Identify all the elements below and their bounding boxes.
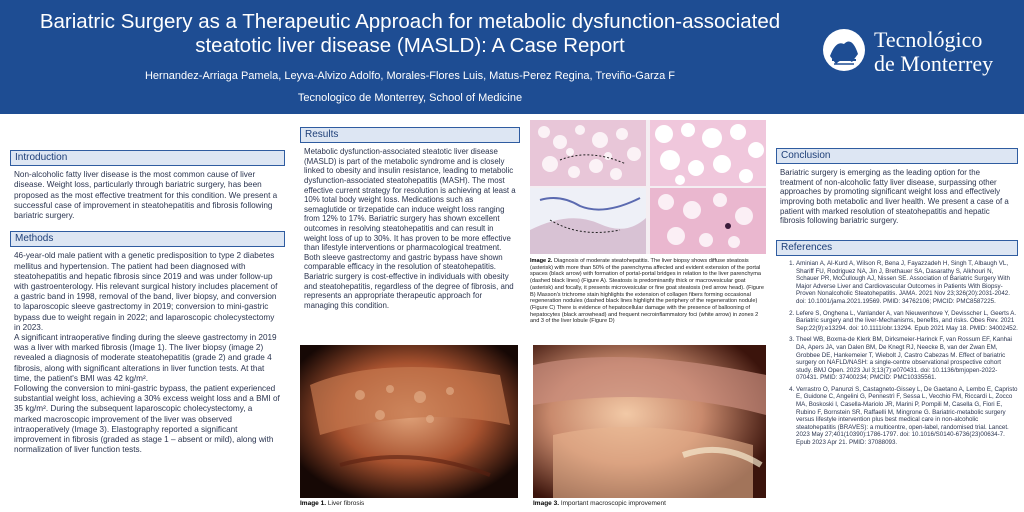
- laparoscopic-photo-1: [300, 345, 518, 498]
- image-3-caption-text: Important macroscopic improvement: [560, 500, 666, 507]
- methods-paragraph-3: Following the conversion to mini-gastric bypass, the patient experienced substantial weight loss, achieving a 30% excess weight loss and a BMI of 35 kg/m². During the subsequent laparoscopic cholecystectomy, a marked macroscopic improvement of the liver was observed intraoperatively (Image 3). Elastography reported a significant improvement in fibrosis (graded as stage 1 – absent or mild), along with normalization of liver function tests.: [14, 384, 280, 455]
- reference-item: 1. Aminian A, Al-Kurd A, Wilson R, Bena J, Fayazzadeh H, Singh T, Albaugh VL, Shariff FU, Rodriguez NA, Jin J, Brethauer SA, Dasarathy S, Alkhouri N, Schauer PR, McCullough AJ, Nissen SE. Association of Bariatric Surgery With Major Adverse Liver and Cardiovascular Outcomes in Patients With Biopsy-Proven Nonalcoholic Steatohepatitis. JAMA. 2021 Nov 23;326(20):2031-2042. doi: 10.1001/jama.2021.19569. PMID: 34762106; PMCID: PMC8587225.: [796, 260, 1018, 306]
- introduction-heading: Introduction: [10, 150, 285, 166]
- methods-body: [10, 247, 285, 459]
- authors-line: Hernandez-Arriaga Pamela, Leyva-Alvizo Adolfo, Morales-Flores Luis, Matus-Perez Regina, Treviño-Garza F: [144, 70, 676, 82]
- methods-paragraph-2: A significant intraoperative finding during the sleeve gastrectomy in 2019 was a liver with marked fibrosis (Image 1). The liver biopsy (image 2) revealed a diagnosis of moderate steatohepatitis (grade 2) and grade 4 fibrosis, along with significant alterations in liver function tests. At that time, the patient's BMI was 42 kg/m².: [14, 333, 277, 383]
- results-body: Metabolic dysfunction-associated steatotic liver disease (MASLD) is part of the metabolic syndrome and is closely linked to obesity and insulin resistance, leading to metabolic dysfunction-associated steatohepatitis (MASH). The most effective current strategy for resolution is achieving at least a 10% total body weight loss. Medications such as semaglutide or tirzepatide can induce weight loss ranging from 12% to 17%. Bariatric surgery has shown excellent outcomes in resolving steatohepatitis and can result in weight loss of up to 30%. It has proven to be more effective than lifestyle interventions or pharmacological treatment. Both sleeve gastrectomy and gastric bypass have shown comparable efficacy in the resolution of steatohepatitis. Bariatric surgery is cost-effective in individuals with obesity and steatohepatitis, regardless of the degree of fibrosis, and represents an appropriate therapeutic approach for managing this condition.: [304, 147, 516, 310]
- image-1-caption-text: Liver fibrosis: [327, 500, 365, 507]
- column-left: [10, 150, 285, 459]
- poster-title: Bariatric Surgery as a Therapeutic Approach for metabolic dysfunction-associated steatotic liver disease (MASLD): A Case Report: [39, 10, 781, 57]
- logo-line-1: Tecnológico: [874, 27, 983, 52]
- image-2-caption-text: Diagnosis of moderate steatohepatitis. The liver biopsy shows diffuse steatosis (asterisk) with more than 50% of the parenchyma affected and evident extension of the portal spaces (black arrow) with formation of portal-portal bridges in relation to the liver parenchyma (dashed black lines) (Figure A). Steatosis is predominantly thick or macrovesicular goat (asterisk) and focally, it presents microvesicular or fine goat steatosis (red arrow head). (Figure B) Masson's trichrome stain highlights the extension of collagen fibers forming occasional regeneration nodules (dashed black lines highlight the periphery of the regeneration nodule) (Figure C) There is evidence of hepatocellular damage with the presence of ballooning of hepatocytes (black arrowhead) and frequent necroinflammatory foci (white arrow) in zones 2 and 3 of the liver lobule (Figure D): [530, 258, 764, 325]
- references-heading: References: [776, 240, 1018, 256]
- logo-emblem-icon: [822, 26, 866, 74]
- laparoscopic-photo-3: [533, 345, 766, 498]
- image-2-label: Image 2.: [530, 258, 553, 264]
- image-2-histology: [530, 120, 766, 254]
- institution-logo: [822, 26, 1012, 86]
- image-3-caption: [533, 500, 766, 508]
- image-1-label: Image 1.: [300, 500, 327, 507]
- results-heading: Results: [300, 127, 520, 143]
- introduction-body: Non-alcoholic fatty liver disease is the most common cause of liver disease. Weight loss, particularly through bariatric surgery, has been proposed as the most effective treatment for this condition. We present a successful case of improvement in steatohepatitis and fibrosis following bariatric surgery.: [14, 170, 278, 221]
- reference-item: 2. Lefere S, Onghena L, Vanlander A, van Nieuwenhove Y, Devisscher L, Geerts A. Bariatric surgery and the liver-Mechanisms, benefits, and risks. Obes Rev. 2021 Sep;22(9):e13294. doi: 10.1111/obr.13294. Epub 2021 May 18. PMID: 34002452.: [796, 310, 1018, 333]
- references-list: [776, 260, 1018, 447]
- conclusion-heading: Conclusion: [776, 148, 1018, 164]
- image-3-macroscopic-improvement: [533, 345, 766, 498]
- conclusion-body: Bariatric surgery is emerging as the leading option for the treatment of non-alcoholic fatty liver disease, surpassing other approaches by promoting significant weight loss and effectively improving both metabolic and liver health. We present a case of a patient with marked resolution of steatohepatitis and hepatic fibrosis following bariatric surgery.: [780, 168, 1009, 226]
- reference-item: 4. Verrastro O, Panunzi S, Castagneto-Gissey L, De Gaetano A, Lembo E, Capristo E, Guidone C, Angelini G, Pennestrì F, Sessa L, Vecchio FM, Riccardi L, Zocco MA, Boskoski I, Casella-Mariolo JR, Marini P, Pompili M, Casella G, Fiori E, Rubino F, Bornstein SR, Raffaelli M, Mingrone G. Bariatric-metabolic surgery versus lifestyle intervention plus best medical care in non-alcoholic steatohepatitis (BRAVES): a multicentre, open-label, randomised trial. Lancet. 2023 May 27;401(10390):1786-1797. doi: 10.1016/S0140-6736(23)00634-7. Epub 2023 Apr 21. PMID: 37088093.: [796, 386, 1018, 447]
- image-2-caption: [530, 258, 768, 325]
- image-1-caption: [300, 500, 518, 508]
- poster-header: [0, 0, 1024, 114]
- histology-panels: [530, 120, 766, 254]
- methods-paragraph-1: 46-year-old male patient with a genetic predisposition to type 2 diabetes mellitus and hypertension. The patient had been diagnosed with steatohepatitis and hepatic fibrosis since 2019 and was under follow-up with gastroenterology. His relevant surgical history includes placement of a gastric band in 1998, removal of the band, liver biopsy, and conversion to laparoscopic sleeve gastrectomy in 2019; conversion to mini-gastric bypass due to weight regain in 2022; and laparoscopic cholecystectomy in 2023.: [14, 251, 278, 332]
- affiliation-line: Tecnologico de Monterrey, School of Medicine: [297, 92, 523, 104]
- logo-line-2: de Monterrey: [874, 51, 994, 76]
- column-results: [300, 127, 520, 314]
- image-1-liver-fibrosis: [300, 345, 518, 498]
- methods-heading: Methods: [10, 231, 285, 247]
- column-right: [776, 148, 1018, 451]
- reference-item: 3. Theel WB, Boxma-de Klerk BM, Dirksmeier-Harinck F, van Rossum EF, Kanhai DA, Apers JA, van Dalen BM, De Knegt RJ, Neecke B, van der Zwan EM, Grobbee DE, Hankemeier T, Wiebolt J, Castro Cabezas M. Effect of bariatric surgery on NAFLD/NASH: a single-centre observational prospective cohort study. BMJ Open. 2023 Jul 3;13(7):e070431. doi: 10.1136/bmjopen-2022-070431. PMID: 37400234; PMCID: PMC10335561.: [796, 336, 1018, 382]
- image-3-label: Image 3.: [533, 500, 560, 507]
